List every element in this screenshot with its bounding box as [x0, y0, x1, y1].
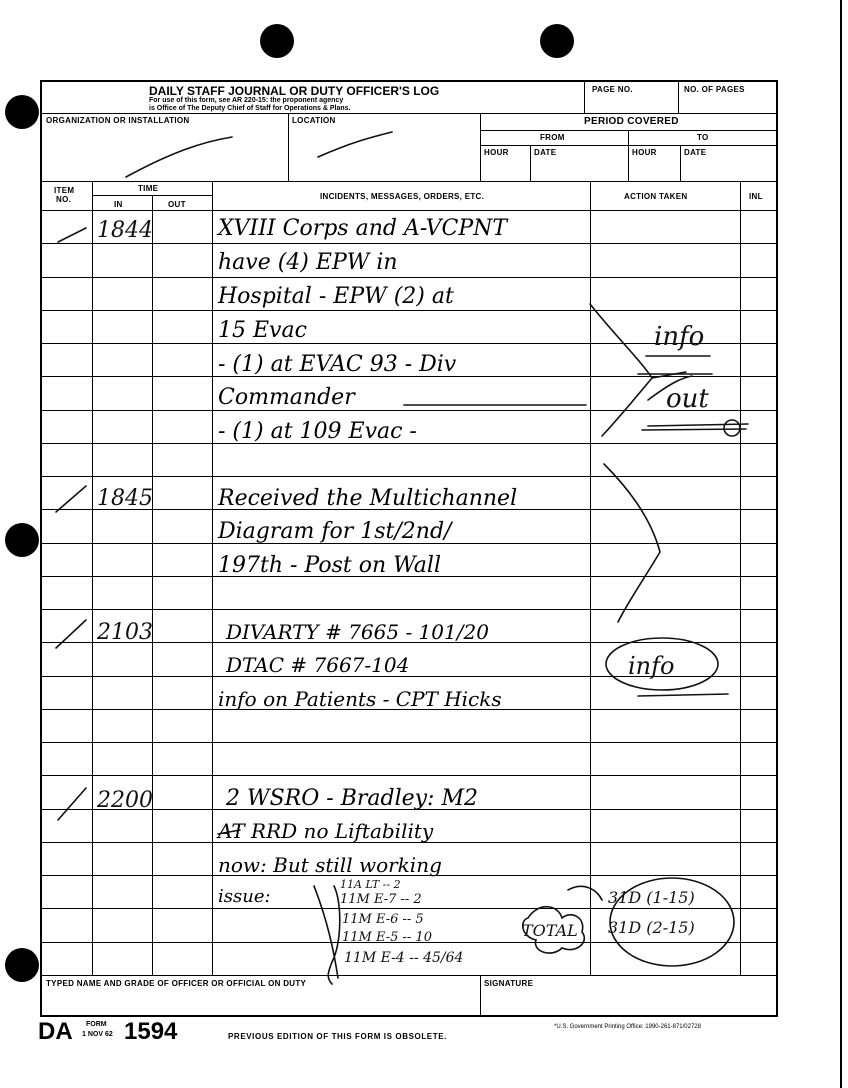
location-label: LOCATION	[292, 116, 336, 125]
entry-2-line-3: 197th - Post on Wall	[218, 553, 441, 578]
from-date-label: DATE	[534, 148, 557, 157]
entry-1-line-7: - (1) at 109 Evac -	[218, 419, 417, 444]
page-no-label: PAGE NO.	[592, 85, 633, 94]
issue-item-4: 11M E-5 -- 10	[342, 930, 432, 945]
time-in-label: IN	[114, 200, 123, 209]
form-subtitle-1: For use of this form, see AR 220-15: the proponent agency	[149, 97, 344, 104]
form-title: DAILY STAFF JOURNAL OR DUTY OFFICER'S LOG	[149, 84, 440, 98]
entry-1-time-in: 1844	[97, 218, 153, 243]
entry-4-line-4: issue:	[218, 886, 271, 907]
entry-2-time-in: 1845	[97, 486, 153, 511]
entry-1-line-3: Hospital - EPW (2) at	[218, 284, 454, 309]
to-hour-label: HOUR	[632, 148, 657, 157]
incidents-label: INCIDENTS, MESSAGES, ORDERS, ETC.	[320, 192, 485, 201]
time-out-label: OUT	[168, 200, 186, 209]
entry-3-line-2: DTAC # 7667-104	[226, 653, 410, 677]
form-date: 1 NOV 62	[82, 1031, 113, 1038]
binder-hole-left-1	[5, 95, 39, 129]
issue-item-5: 11M E-4 -- 45/64	[344, 950, 464, 966]
form-prefix: DA	[38, 1018, 73, 1045]
duty-log-form	[40, 80, 778, 1017]
entry-1-line-1: XVIII Corps and A-VCPNT	[218, 216, 508, 241]
entry-2-line-1: Received the Multichannel	[218, 486, 518, 511]
entry-1-action-1: info	[654, 322, 705, 352]
entry-3-line-3: info on Patients - CPT Hicks	[218, 687, 502, 711]
typed-name-label: TYPED NAME AND GRADE OF OFFICER OR OFFICIAL ON DUTY	[46, 979, 307, 988]
entry-2-line-2: Diagram for 1st/2nd/	[218, 519, 452, 544]
entry-1-line-4: 15 Evac	[218, 318, 307, 343]
signature-label: SIGNATURE	[484, 979, 534, 988]
entry-4-line-1: 2 WSRO - Bradley: M2	[226, 786, 478, 811]
issue-item-1: 11A LT -- 2	[340, 878, 401, 891]
organization-label: ORGANIZATION OR INSTALLATION	[46, 116, 190, 125]
handwritten-marks	[42, 82, 778, 1017]
no-of-pages-label: NO. OF PAGES	[684, 85, 745, 94]
item-no-label-1: ITEM	[54, 186, 75, 195]
to-date-label: DATE	[684, 148, 707, 157]
page-edge-line	[840, 0, 842, 1088]
printing-office-note: *U.S. Government Printing Office: 1990-261-871/02728	[554, 1024, 701, 1030]
entry-1-line-6: Commander	[218, 385, 355, 410]
entry-4-time-in: 2200	[97, 788, 153, 813]
entry-3-line-1: DIVARTY # 7665 - 101/20	[226, 620, 489, 644]
initials-label: INL	[749, 192, 763, 201]
entry-1-line-5: - (1) at EVAC 93 - Div	[218, 352, 457, 377]
entry-4-line-2: AT RRD no Liftability	[218, 819, 434, 843]
time-label: TIME	[138, 184, 159, 193]
to-label: TO	[697, 133, 709, 142]
issue-item-3: 11M E-6 -- 5	[342, 912, 424, 927]
binder-hole-left-2	[5, 523, 39, 557]
entry-4-line-3: now: But still working	[218, 853, 442, 877]
action-taken-label: ACTION TAKEN	[624, 192, 688, 201]
issue-total-1: 31D (1-15)	[608, 888, 695, 907]
entry-1-action-2: out	[666, 384, 709, 414]
previous-edition-note: PREVIOUS EDITION OF THIS FORM IS OBSOLETE.	[228, 1032, 447, 1041]
form-number: 1594	[124, 1018, 178, 1045]
issue-total-2: 31D (2-15)	[608, 918, 695, 937]
form-subtitle-2: is Office of The Deputy Chief of Staff for Operations & Plans.	[149, 105, 351, 112]
entry-3-time-in: 2103	[97, 620, 153, 645]
item-no-label-2: NO.	[56, 195, 72, 204]
binder-hole-top-left	[260, 24, 294, 58]
form-word: FORM	[86, 1021, 107, 1028]
issue-item-2: 11M E-7 -- 2	[340, 892, 422, 907]
entry-1-line-2: have (4) EPW in	[218, 250, 398, 275]
binder-hole-left-3	[5, 948, 39, 982]
period-covered-label: PERIOD COVERED	[584, 116, 679, 127]
from-hour-label: HOUR	[484, 148, 509, 157]
issue-total-label: TOTAL	[522, 921, 578, 940]
entry-3-action-1: info	[628, 652, 675, 680]
binder-hole-top-right	[540, 24, 574, 58]
from-label: FROM	[540, 133, 565, 142]
